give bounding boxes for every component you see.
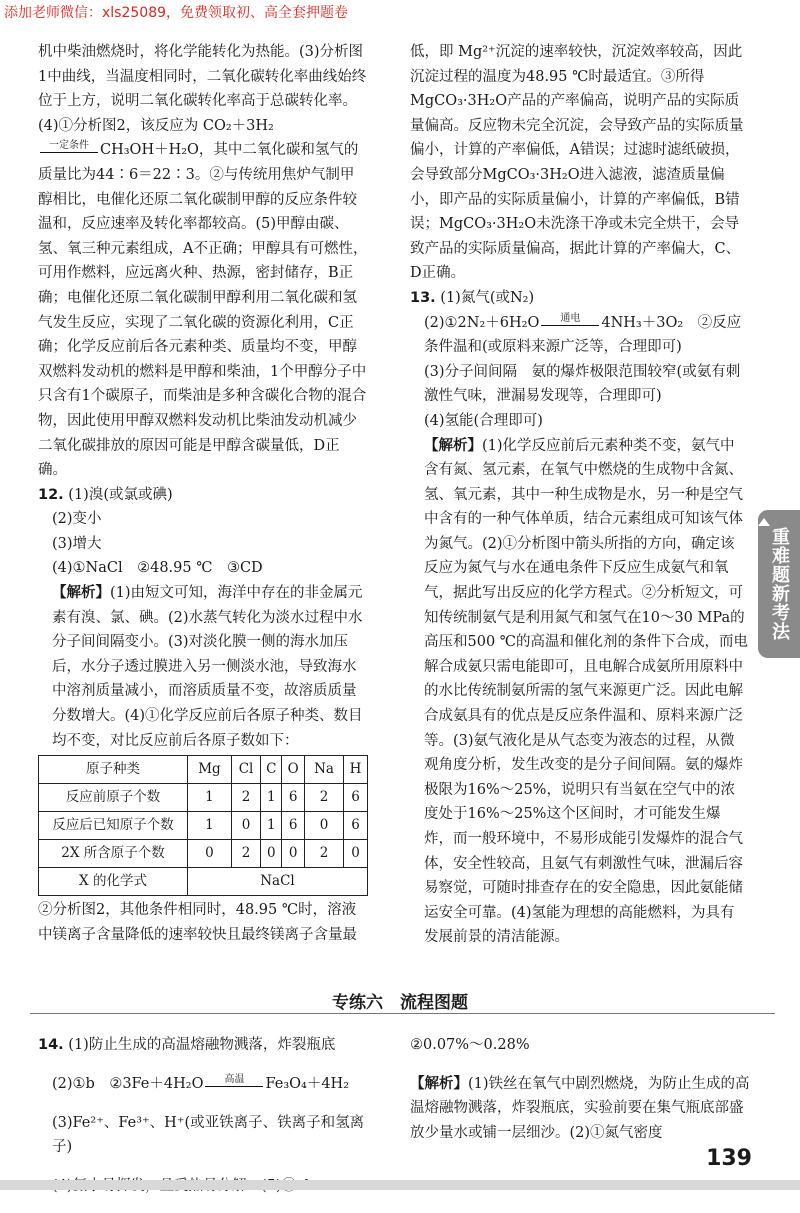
divider (30, 1013, 775, 1014)
answer: (3)Fe²⁺、Fe³⁺、H⁺(或亚铁离子、铁离子和氢离子) (52, 1114, 365, 1156)
text: (1)化学反应前后元素种类不变，氨气中含有氮、氢元素，在氧气中燃烧的生成物中含氮、氢、氧元素，其中一种生成物是水，另一种是空气中含有的一种气体单质，结合元素组成可知该气体为氮气。(2)①分析图中箭头所指的方向，确定该反应为氮气与水在通电条件下反应生成氨气和氧气，据此写出反应的化学方程式。②分析短文，可知传统制氨气是利用氮气和氢气在10～30 MPa的高压和500 ℃的高温和催化剂的条件下合成，而电解合成氨只需电能即可，且电解合成氨所用原料中的水比传统制氨所需的氢气来源更广泛。因此电解合成氨具有的优点是反应条件温和、原料来源广泛等。(3)氨气液化是从气态变为液态的过程，从微观角度分析，发生改变的是分子间间隔。氨的爆炸极限为16%～25%，说明只有当氨在空气中的浓度处于16%～25%这个区间时，才可能发生爆炸，而一般环境中，不易形成能引发爆炸的混合气体，安全性较高，且氨气有刺激性气味，泄漏后容易察觉，可随时排查存在的安全隐患，因此氨能储运安全可靠。(4)氢能为理想的高能燃料，为具有发展前景的清洁能源。 (424, 437, 749, 946)
page-number: 139 (706, 1146, 752, 1171)
table-cell: X 的化学式 (39, 868, 188, 896)
answer: (4)氢能(合理即可) (424, 412, 543, 429)
question-13 (410, 286, 748, 311)
footer-bar (0, 1180, 800, 1190)
answer: (2)变小 (52, 511, 102, 528)
table-cell: Na (305, 756, 344, 784)
explanation (410, 434, 748, 950)
answer: ②0.07%～0.28% (410, 1036, 530, 1053)
tab-arrow-icon (758, 518, 770, 526)
watermark: 添加老师微信：xls25089，免费领取初、高全套押题卷 (4, 5, 349, 21)
table-cell: 2 (231, 784, 260, 812)
text: (1)由短文可知，海洋中存在的非金属元素有溴、氯、碘。(2)水蒸气转化为淡水过程中水分子间间隔变小。(3)对淡化膜一侧的海水加压后，水分子透过膜进入另一侧淡水池，导致海水中溶剂质量减小，而溶质质量不变，故溶质质量分数增大。(4)①化学反应前后各原子种类、数目均不变，对比反应前后各原子数如下： (52, 585, 363, 749)
section-title: 专练六 流程图题 (332, 993, 468, 1013)
table-cell: 6 (344, 812, 368, 840)
table-cell: 1 (261, 812, 282, 840)
table-header-row (39, 756, 368, 784)
table-cell: 1 (261, 784, 282, 812)
table-cell: 反应前原子个数 (39, 784, 188, 812)
table-cell: H (344, 756, 368, 784)
paragraph: 低，即 Mg²⁺沉淀的速率较快，沉淀效率较高，因此沉淀过程的温度为48.95 ℃时最适宜。③所得MgCO₃·3H₂O产品的产率偏高，说明产品的实际质量偏高。反应物未完全沉淀，会导致产品的实际质量偏小，计算的产率偏低，A错误；过滤时滤纸破损，会导致部分MgCO₃·3H₂O进入滤液，滤渣质量偏小，即产品的实际质量偏小，计算的产率偏低，B错误；MgCO₃·3H₂O未洗涤干净或未完全烘干，会导致产品的实际质量偏高，据此计算的产率偏大，C、D正确。 (410, 44, 744, 282)
table-cell: C (261, 756, 282, 784)
equation-line (38, 138, 368, 482)
table-cell: 0 (344, 840, 368, 868)
reaction-condition: 一定条件 (40, 140, 98, 153)
question-12 (38, 483, 368, 508)
table-cell: O (282, 756, 305, 784)
explanation-label: 【解析】 (52, 584, 110, 602)
text: (2)①b ②3Fe＋4H₂O (52, 1075, 204, 1092)
table-row (39, 812, 368, 840)
answer: (4)①NaCl ②48.95 ℃ ③CD (52, 560, 263, 577)
table-cell: 1 (188, 812, 232, 840)
table-cell: 6 (282, 812, 305, 840)
table-cell: NaCl (188, 868, 368, 896)
explanation-label: 【解析】 (424, 436, 482, 454)
answer (410, 311, 748, 360)
table-cell: 0 (305, 812, 344, 840)
text: (2)①2N₂＋6H₂O (424, 314, 540, 331)
table-cell: 0 (231, 812, 260, 840)
table-cell: 6 (344, 784, 368, 812)
table-cell: 2 (231, 840, 260, 868)
atom-count-table (38, 755, 368, 896)
text: (1)铁丝在氧气中剧烈燃烧，为防止生成的高温熔融物溅落，炸裂瓶底，实验前要在集气瓶底部盛放少量水或铺一层细沙。(2)①氮气密度 (410, 1075, 750, 1141)
answer: (3)分子间间隔 氨的爆炸极限范围较窄(或氨有刺激性气味，泄漏易发现等，合理即可) (424, 363, 741, 405)
question-number: 13. (410, 289, 436, 306)
table-cell: 0 (282, 840, 305, 868)
table-cell: 2 (305, 840, 344, 868)
answer (38, 1072, 378, 1097)
table-cell: 0 (261, 840, 282, 868)
explanation (410, 1072, 750, 1146)
table-cell: Cl (231, 756, 260, 784)
paragraph (38, 40, 368, 138)
explanation-label: 【解析】 (410, 1074, 468, 1092)
side-tab: 重难题新考法 (758, 510, 800, 658)
table-cell: 2 (305, 784, 344, 812)
table-cell: 反应后已知原子个数 (39, 812, 188, 840)
answer (38, 1033, 378, 1058)
reaction-condition: 高温 (205, 1074, 263, 1087)
table-cell: Mg (188, 756, 232, 784)
table-row (39, 840, 368, 868)
right-column (410, 40, 748, 950)
explanation (38, 581, 368, 753)
text: (1)防止生成的高温熔融物溅落，炸裂瓶底 (68, 1036, 336, 1053)
answer: (1)氮气(或N₂) (440, 289, 535, 306)
table-cell: 1 (188, 784, 232, 812)
text: 4NH₃＋3O₂ ②反应条件温和(或原料来源广泛等，合理即可) (424, 314, 742, 356)
answer: (1)溴(或氯或碘) (68, 486, 173, 503)
question-number: 14. (38, 1036, 64, 1053)
text: Fe₃O₄＋4H₂ (265, 1075, 350, 1092)
text: CH₃OH＋H₂O，其中二氧化碳和氢气的质量比为44∶6＝22∶3。②与传统用焦炉气制甲醇相比，电催化还原二氧化碳制甲醇的反应条件较温和，反应速率及转化率都较高。(5)甲醇由碳、氢、氧三种元素组成，A不正确；甲醇具有可燃性，可用作燃料，应远离火种、热源，密封储存，B正确；电催化还原二氧化碳制甲醇利用二氧化碳和氢气发生反应，实现了二氧化碳的资源化利用，C正确；化学反应前后各元素种类、质量均不变，甲醇双燃料发动机的燃料是甲醇和柴油，1个甲醇分子中只含有1个碳原子，而柴油是多种含碳化合物的混合物，因此使用甲醇双燃料发动机比柴油发动机减少二氧化碳排放的原因可能是甲醇含碳量低，D正确。 (38, 142, 368, 479)
table-cell: 2X 所含原子个数 (39, 840, 188, 868)
paragraph: ②分析图2，其他条件相同时，48.95 ℃时，溶液中镁离子含量降低的速率较快且最终镁离子含量最 (38, 902, 357, 943)
text: 机中柴油燃烧时，将化学能转化为热能。(3)分析图1中曲线，当温度相同时，二氧化碳转化率曲线始终位于上方，说明二氧化碳转化率高于总碳转化率。(4)①分析图2，该反应为 CO₂＋3H₂ (38, 44, 367, 134)
table-row (39, 868, 368, 896)
answer: (3)增大 (52, 535, 102, 552)
table-cell: 原子种类 (39, 756, 188, 784)
question-14-right (410, 1018, 750, 1160)
question-number: 12. (38, 486, 64, 503)
reaction-condition: 通电 (541, 313, 599, 326)
left-column (38, 40, 368, 947)
table-row (39, 784, 368, 812)
table-cell: 6 (282, 784, 305, 812)
table-cell: 0 (188, 840, 232, 868)
